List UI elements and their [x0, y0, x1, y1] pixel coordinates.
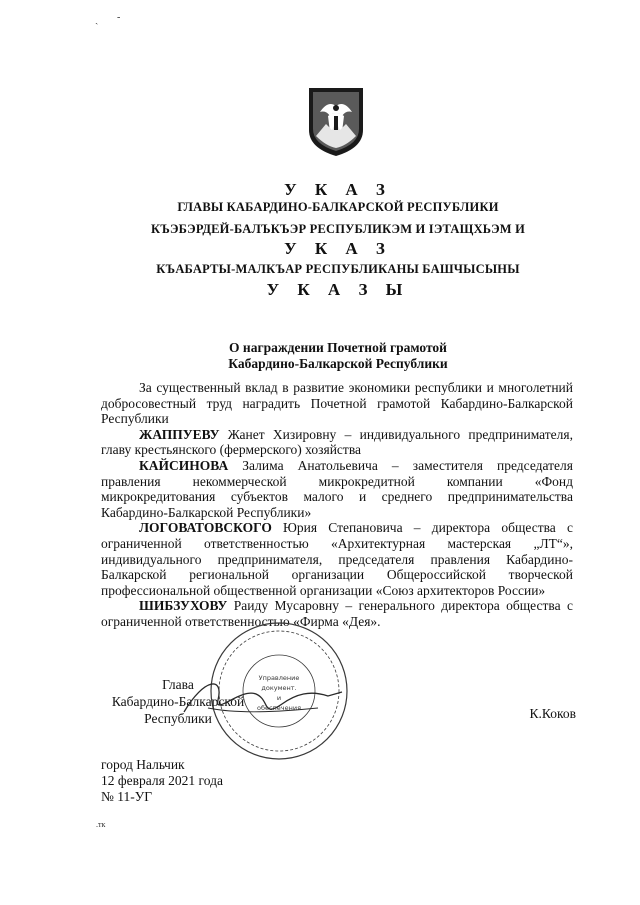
intro-paragraph: За существенный вклад в развитие экономики республики и многолетний добросовестный труд наградить Почетной грамотой Кабардино-Балкарской Республики — [101, 380, 573, 427]
awardee-details: Залима Анатольевича – заместителя председателя правления некоммерческой микрокредитной компании «Фонд микрокредитования субъектов малого и среднего предпринимательства Кабардино-Балкарской Республики» — [101, 457, 573, 520]
issuer-title-russian: ГЛАВЫ КАБАРДИНО-БАЛКАРСКОЙ РЕСПУБЛИКИ — [177, 200, 499, 214]
awardee-details: Жанет Хизировну – индивидуального предпринимателя, главу крестьянского (фермерского) хозяйства — [101, 426, 573, 458]
decree-title-balkar: У К А З Ы — [266, 280, 410, 299]
seal-text: Управление — [258, 674, 300, 682]
signatory-name: К.Коков — [529, 706, 576, 721]
decree-subject — [100, 340, 576, 372]
decree-date: 12 февраля 2021 года — [101, 772, 223, 788]
awardee-name: ЖАППУЕВУ — [139, 426, 220, 442]
decree-number: № 11-УГ — [101, 788, 153, 804]
awardee-name: КАЙСИНОВА — [139, 457, 229, 473]
position-line: Республики — [144, 711, 212, 726]
coat-of-arms-icon — [306, 86, 366, 158]
decree-footer — [101, 757, 223, 804]
position-line: Глава — [162, 677, 194, 692]
scan-artifact: - — [117, 12, 121, 23]
awardee-paragraph — [101, 427, 573, 458]
subject-line: Кабардино-Балкарской Республики — [228, 356, 448, 371]
decree-title-kabardian: У К А З — [284, 239, 392, 258]
scan-artifact: .тк — [96, 820, 106, 829]
subject-line: О награждении Почетной грамотой — [229, 340, 447, 355]
scan-artifact: ˎ — [95, 14, 99, 25]
awardee-name: ЛОГОВАТОВСКОГО — [139, 520, 272, 536]
position-line: Кабардино-Балкарской — [111, 694, 245, 709]
place-of-issue: город Нальчик — [101, 757, 185, 772]
handwritten-signature — [178, 668, 348, 728]
seal-text: обеспечения — [256, 704, 302, 712]
awardee-paragraph — [101, 520, 573, 598]
issuer-title-kabardian: КЪЭБЭРДЕЙ-БАЛЪКЪЭР РЕСПУБЛИКЭМ И ІЭТАЩХЬЭМ И — [150, 222, 526, 236]
seal-text: документ. — [261, 684, 297, 692]
seal-text: и — [276, 694, 282, 702]
awardee-details: Юрия Степановича – директора общества с ограниченной ответственностью «Архитектурная мастерская „ЛТ“», индивидуального предпринимателя, председателя правления Кабардино-Балкарской региональной организации Общероссийской творческой профессиональной общественной организации «Союз архитекторов России» — [101, 520, 573, 598]
decree-body — [101, 380, 573, 630]
awardee-name: ШИБЗУХОВУ — [139, 598, 228, 614]
awardee-paragraph — [101, 458, 573, 520]
awardee-details: Раиду Мусаровну – генерального директора общества с ограниченной ответственностью «Фирма «Дея». — [101, 598, 573, 629]
decree-title: У К А З — [284, 180, 392, 199]
issuer-title-balkar: КЪАБАРТЫ-МАЛКЪАР РЕСПУБЛИКАНЫ БАШЧЫСЫНЫ — [156, 262, 520, 276]
